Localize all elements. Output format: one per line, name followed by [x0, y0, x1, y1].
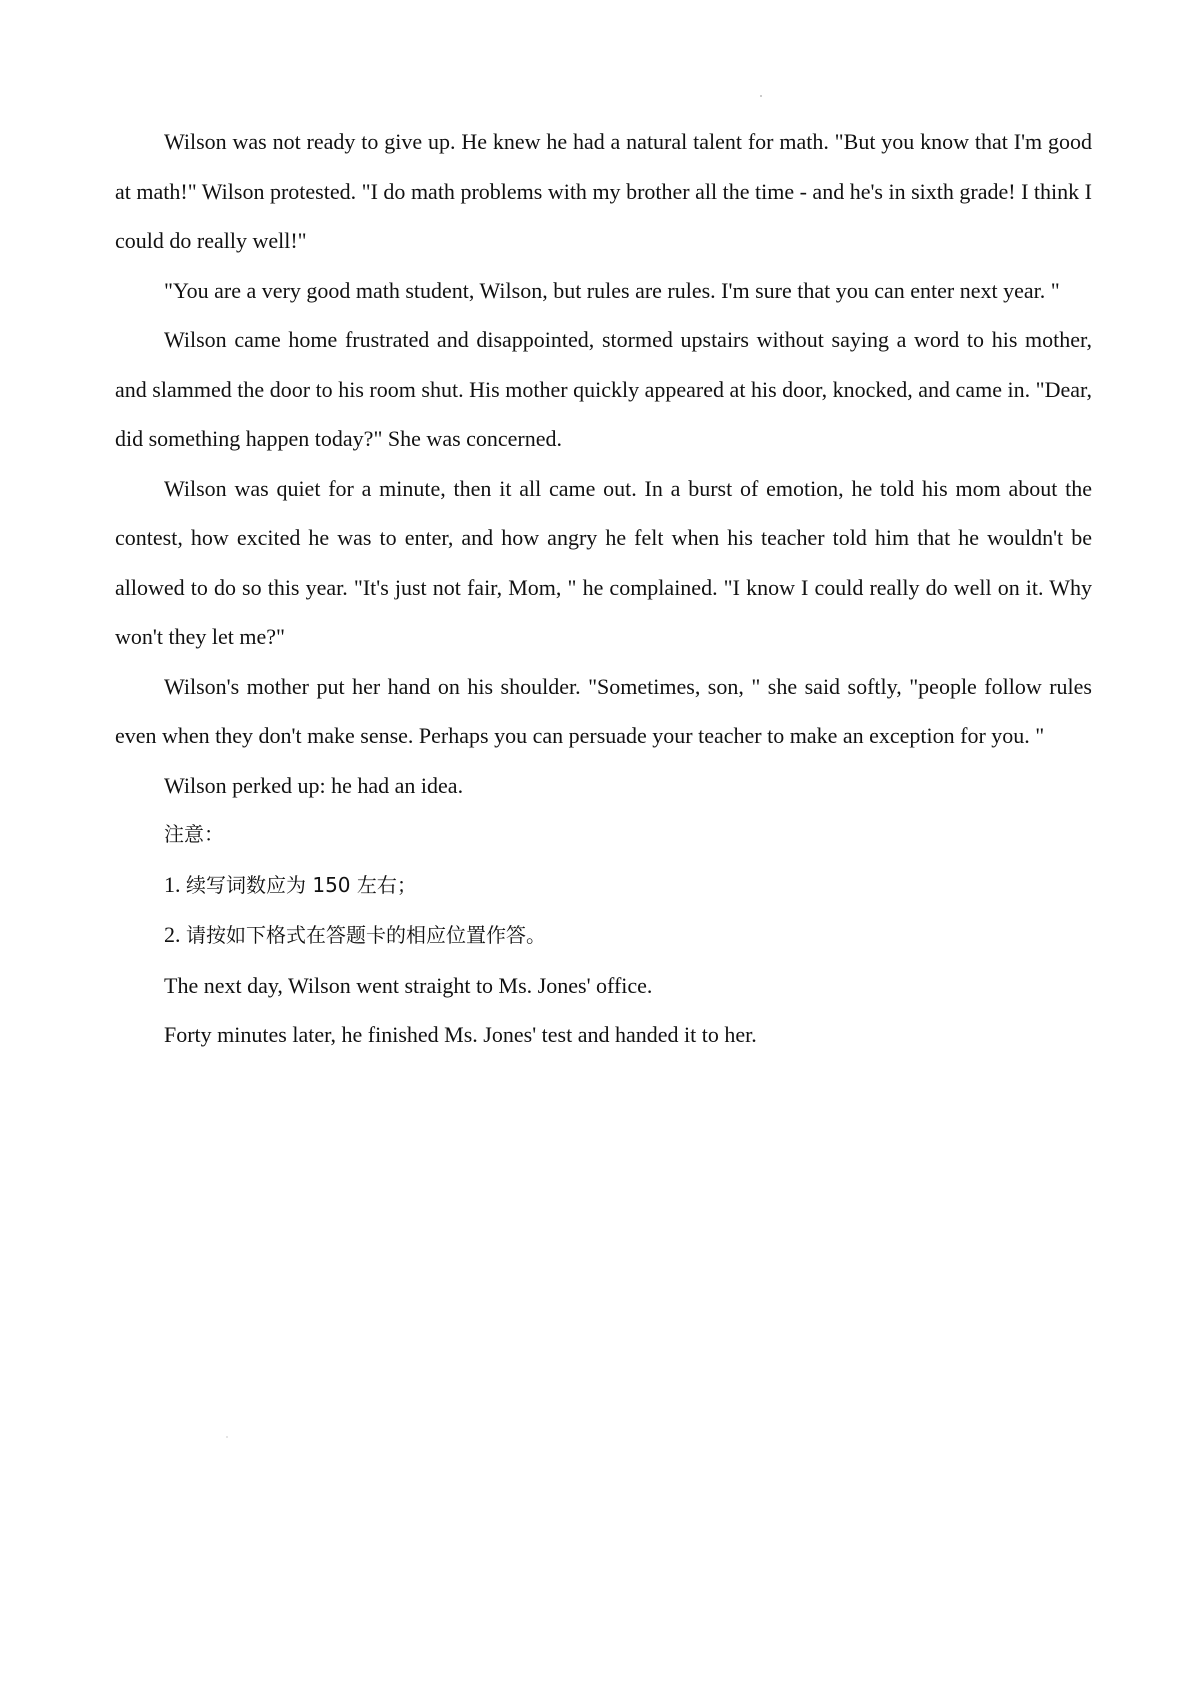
- notes-item-2: [115, 910, 1092, 961]
- scan-speck: [226, 1436, 228, 1438]
- scan-speck: [760, 95, 762, 97]
- notes-item-2-number: 2.: [164, 922, 186, 947]
- prompt-line-2: Forty minutes later, he finished Ms. Jones' test and handed it to her.: [164, 1022, 757, 1047]
- prompt-line-1: The next day, Wilson went straight to Ms. Jones' office.: [164, 972, 653, 998]
- story-paragraph-1: Wilson was not ready to give up. He knew he had a natural talent for math. "But you know that I'm good at math!" Wilson protested. "I do math problems with my brother all the time - and he's in sixth grade! I think I could do really well!": [115, 129, 1092, 253]
- notes-item-2-text: 请按如下格式在答题卡的相应位置作答。: [186, 923, 546, 947]
- notes-item-1-number: 1.: [164, 871, 186, 897]
- story-paragraph-4: Wilson was quiet for a minute, then it all came out. In a burst of emotion, he told his mom about the contest, how excited he was to enter, and how angry he felt when his teacher told him that he wouldn't be allowed to do so this year. "It's just not fair, Mom, " he complained. "I know I could really do well on it. Why won't they let me?": [115, 475, 1092, 649]
- closing-line: Wilson perked up: he had an idea.: [164, 772, 464, 798]
- notes-heading: 注意：: [164, 822, 224, 846]
- story-paragraph-5: Wilson's mother put her hand on his shoulder. "Sometimes, son, " she said softly, "people follow rules even when they don't make sense. Perhaps you can persuade your teacher to make an exception for you. ": [115, 673, 1092, 748]
- notes-item-1-text: 续写词数应为 150 左右；: [186, 872, 417, 897]
- story-paragraph-3: Wilson came home frustrated and disappointed, stormed upstairs without saying a word to his mother, and slammed the door to his room shut. His mother quickly appeared at his door, knocked, and came in. "Dear, did something happen today?" She was concerned.: [115, 327, 1092, 451]
- notes-item-1: [115, 860, 1092, 911]
- document-page: [115, 117, 1092, 1060]
- story-paragraph-2: "You are a very good math student, Wilson, but rules are rules. I'm sure that you can enter next year. ": [164, 277, 1060, 303]
